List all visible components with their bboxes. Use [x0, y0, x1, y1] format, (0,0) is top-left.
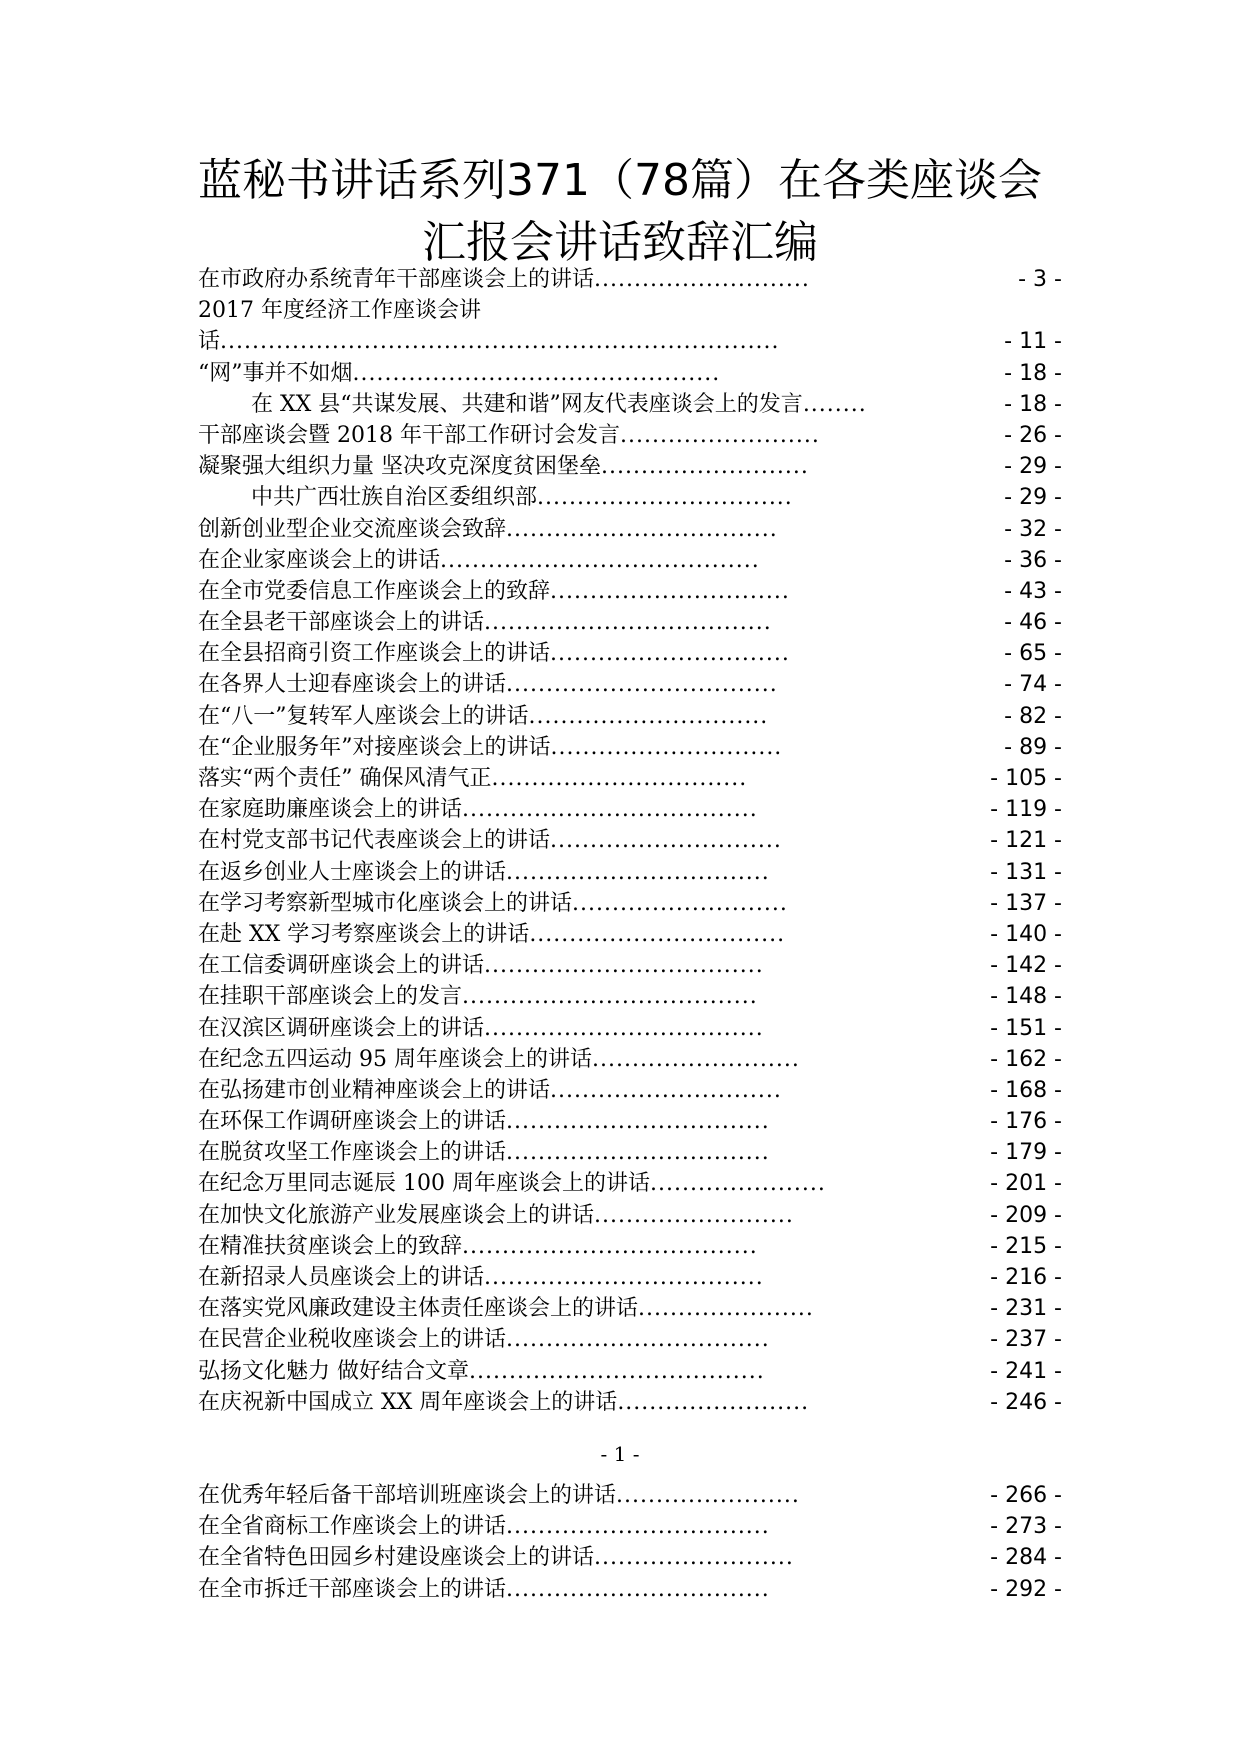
toc-entry-text: 在学习考察新型城市化座谈会上的讲话 [198, 890, 573, 916]
toc-entry[interactable] [198, 482, 1062, 513]
toc-entry[interactable] [198, 1231, 1062, 1262]
toc-entry-leader-dots: ................................. [506, 1140, 770, 1166]
toc-entry-leader-dots: ................................. [506, 1109, 770, 1135]
toc-entry[interactable] [198, 857, 1062, 888]
toc-entry-page-number: - 18 - [1004, 360, 1062, 386]
toc-entry-text: 在全市拆迁干部座谈会上的讲话 [198, 1576, 507, 1602]
toc-entry-text: 在环保工作调研座谈会上的讲话 [198, 1109, 507, 1135]
toc-entry-page-number: - 32 - [1004, 516, 1062, 542]
toc-entry[interactable] [198, 389, 1062, 420]
toc-entry[interactable] [198, 763, 1062, 794]
toc-entry-title [198, 1324, 770, 1355]
toc-entry-leader-dots: ............................. [550, 734, 783, 760]
page-title [0, 150, 1240, 274]
toc-entry-text: 在纪念五四运动 95 周年座谈会上的讲话 [198, 1046, 592, 1072]
toc-entry-page-number: - 246 - [990, 1389, 1062, 1415]
toc-entry-title [198, 1262, 764, 1293]
toc-entry-title [198, 1200, 794, 1231]
toc-entry-title [198, 1168, 826, 1199]
toc-entry[interactable] [198, 1324, 1062, 1355]
toc-entry-title [198, 1231, 758, 1262]
toc-entry-title [198, 576, 790, 607]
toc-entry-leader-dots: .......................... [601, 454, 809, 480]
toc-entry-title [198, 1542, 794, 1573]
toc-entry-leader-dots: ........................ [617, 1389, 810, 1415]
toc-entry-leader-dots: .................................. [506, 516, 778, 542]
toc-entry-text: 在全县老干部座谈会上的讲话 [198, 610, 485, 636]
toc-entry-page-number: - 266 - [990, 1483, 1062, 1508]
toc-entry-text: 在民营企业税收座谈会上的讲话 [198, 1327, 507, 1353]
toc-entry-leader-dots: ........................... [572, 890, 788, 916]
toc-entry-text: 在弘扬建市创业精神座谈会上的讲话 [198, 1077, 551, 1103]
toc-entry-leader-dots: .............................. [550, 578, 790, 604]
toc-entry[interactable] [198, 1480, 1062, 1511]
toc-entry-title [198, 1480, 800, 1511]
toc-entry-leader-dots: ..................................... [462, 984, 758, 1010]
toc-entry-leader-dots: ....................... [616, 1483, 800, 1508]
toc-entry-page-number: - 284 - [990, 1545, 1062, 1571]
toc-entry-page-number: - 176 - [990, 1109, 1062, 1135]
toc-entry[interactable] [198, 451, 1062, 482]
toc-entry-title [198, 1137, 770, 1168]
toc-entry-page-number: - 216 - [990, 1265, 1062, 1290]
toc-entry[interactable] [198, 358, 1062, 389]
toc-entry-page-number: - 105 - [990, 766, 1062, 791]
toc-entry-page-number: - 140 - [990, 921, 1062, 947]
toc-entry-page-number: - 119 - [990, 797, 1062, 823]
toc-entry-title [198, 420, 820, 451]
toc-entry-text: 在企业家座谈会上的讲话 [198, 547, 441, 573]
toc-entry-page-number: - 65 - [1004, 641, 1062, 667]
toc-entry-page-number: - 168 - [990, 1077, 1062, 1103]
toc-entry-page-number: - 179 - [990, 1140, 1062, 1166]
toc-entry-title [198, 825, 782, 856]
toc-entry-text: 在汉滨区调研座谈会上的讲话 [198, 1015, 485, 1041]
toc-entry-text: 在村党支部书记代表座谈会上的讲话 [198, 828, 551, 854]
toc-entry-leader-dots: ......................... [619, 422, 820, 448]
toc-entry-text: 在优秀年轻后备干部培训班座谈会上的讲话 [198, 1483, 617, 1508]
toc-entry-page-number: - 29 - [1004, 485, 1062, 511]
toc-entry[interactable] [198, 981, 1062, 1012]
toc-entry-page-number: - 231 - [990, 1296, 1062, 1322]
toc-entry-text: 在市政府办系统青年干部座谈会上的讲话 [198, 267, 595, 292]
toc-entry[interactable] [198, 919, 1062, 950]
toc-entry-text: 在赴 XX 学习考察座谈会上的讲话 [198, 921, 530, 947]
toc-entry[interactable] [198, 1075, 1062, 1106]
toc-entry-title [198, 545, 760, 576]
toc-entry[interactable] [198, 638, 1062, 669]
toc-entry-title [198, 1356, 765, 1387]
toc-entry-page-number: - 142 - [990, 953, 1062, 979]
toc-entry[interactable] [198, 514, 1062, 545]
toc-entry-leader-dots: .............................................. [352, 360, 721, 386]
toc-entry-title [198, 295, 481, 326]
toc-entry[interactable] [198, 295, 1062, 326]
toc-entry-leader-dots: ............................. [550, 828, 782, 854]
toc-entry-text: 在全省商标工作座谈会上的讲话 [198, 1514, 507, 1540]
toc-entry-title [198, 482, 793, 513]
table-of-contents-part-1 [198, 264, 1062, 1418]
toc-entry-page-number: - 209 - [990, 1202, 1062, 1228]
toc-entry-title [198, 1013, 764, 1044]
toc-entry-leader-dots: .................................... [484, 610, 772, 636]
table-of-contents-part-2 [198, 1480, 1062, 1605]
toc-entry[interactable] [198, 264, 1062, 295]
toc-entry-title [198, 358, 720, 389]
toc-entry-leader-dots: ................................ [529, 921, 786, 947]
toc-entry-title [198, 1387, 809, 1418]
toc-entry-page-number: - 273 - [990, 1514, 1062, 1540]
toc-entry-page-number: - 237 - [990, 1327, 1062, 1353]
toc-entry-text: 话 [198, 329, 221, 355]
toc-entry[interactable] [198, 1168, 1062, 1199]
toc-entry-title [198, 919, 785, 950]
toc-entry-leader-dots: ................................... [484, 953, 764, 979]
toc-entry-title [198, 669, 778, 700]
toc-entry[interactable] [198, 1262, 1062, 1293]
toc-entry[interactable] [198, 1542, 1062, 1573]
toc-entry-leader-dots: ..................................... [462, 797, 758, 823]
toc-entry-leader-dots: .............................. [528, 703, 769, 729]
toc-entry[interactable] [198, 825, 1062, 856]
toc-entry-text: 在各界人士迎春座谈会上的讲话 [198, 672, 507, 698]
toc-entry-page-number: - 151 - [990, 1015, 1062, 1041]
toc-entry-text: 在返乡创业人士座谈会上的讲话 [198, 859, 507, 885]
toc-entry-page-number: - 162 - [990, 1046, 1062, 1072]
toc-entry-title [198, 857, 770, 888]
toc-entry-title [198, 794, 758, 825]
toc-entry[interactable] [198, 576, 1062, 607]
toc-entry-page-number: - 46 - [1004, 610, 1062, 636]
toc-entry-page-number: - 26 - [1004, 422, 1062, 448]
toc-entry-title [198, 950, 764, 981]
toc-entry-text: 在纪念万里同志诞辰 100 周年座谈会上的讲话 [198, 1171, 650, 1197]
toc-entry-text: 在全省特色田园乡村建设座谈会上的讲话 [198, 1545, 595, 1571]
toc-entry-leader-dots: ...................................................................... [220, 329, 780, 355]
toc-entry-leader-dots: ................................... [484, 1265, 764, 1290]
toc-entry[interactable] [198, 420, 1062, 451]
toc-entry-text: 中共广西壮族自治区委组织部 [251, 485, 538, 511]
toc-entry[interactable] [198, 1293, 1062, 1324]
toc-entry-title [198, 1106, 770, 1137]
toc-entry[interactable] [198, 888, 1062, 919]
toc-entry-leader-dots: ......................... [594, 1545, 794, 1571]
toc-entry[interactable] [198, 732, 1062, 763]
toc-entry-page-number: - 18 - [1004, 391, 1062, 417]
toc-entry-title [198, 981, 758, 1012]
toc-entry-text: 创新创业型企业交流座谈会致辞 [198, 516, 507, 542]
toc-entry-text: 干部座谈会暨 2018 年干部工作研讨会发言 [198, 422, 620, 448]
toc-entry[interactable] [198, 669, 1062, 700]
toc-entry[interactable] [198, 1356, 1062, 1387]
toc-entry[interactable] [198, 950, 1062, 981]
toc-entry-title [198, 732, 782, 763]
toc-entry-text: 在全县招商引资工作座谈会上的讲话 [198, 641, 551, 667]
toc-entry-title [198, 389, 867, 420]
toc-entry-page-number: - 121 - [990, 828, 1062, 854]
toc-entry-page-number: - 11 - [1004, 329, 1062, 355]
toc-entry-leader-dots: ......................... [594, 1202, 794, 1228]
toc-entry[interactable] [198, 1106, 1062, 1137]
toc-entry-leader-dots: ........................... [594, 267, 810, 292]
toc-entry-text: 在全市党委信息工作座谈会上的致辞 [198, 578, 551, 604]
toc-entry[interactable] [198, 607, 1062, 638]
toc-entry-page-number: - 43 - [1004, 578, 1062, 604]
toc-entry-text: 在庆祝新中国成立 XX 周年座谈会上的讲话 [198, 1389, 618, 1415]
toc-entry[interactable] [198, 1044, 1062, 1075]
toc-entry-leader-dots: ................................... [484, 1015, 764, 1041]
toc-entry-text: 在“八一”复转军人座谈会上的讲话 [198, 703, 529, 729]
toc-entry-leader-dots: .............................. [550, 641, 790, 667]
toc-entry-leader-dots: ........................................ [440, 547, 760, 573]
toc-entry-title [198, 888, 788, 919]
toc-entry-page-number: - 215 - [990, 1233, 1062, 1259]
toc-entry-title [198, 1075, 782, 1106]
toc-entry-title [198, 451, 809, 482]
toc-entry-title [198, 701, 768, 732]
toc-entry-title [198, 1511, 770, 1542]
toc-entry-leader-dots: ...................... [638, 1296, 814, 1322]
toc-entry[interactable] [198, 1200, 1062, 1231]
toc-entry-leader-dots: ..................................... [469, 1358, 765, 1384]
toc-entry-title [198, 326, 780, 357]
toc-entry-text: 在新招录人员座谈会上的讲话 [198, 1265, 485, 1290]
toc-entry-text: 凝聚强大组织力量 坚决攻克深度贫困堡垒 [198, 454, 601, 480]
toc-entry-title [198, 638, 790, 669]
toc-entry-text: 落实“两个责任” 确保风清气正 [198, 766, 492, 791]
toc-entry-page-number: - 148 - [990, 984, 1062, 1010]
toc-entry-title [198, 1293, 814, 1324]
toc-entry-leader-dots: ............................. [550, 1077, 782, 1103]
toc-entry-title [198, 264, 810, 295]
toc-entry-title [198, 1044, 800, 1075]
toc-entry-text: 在落实党风廉政建设主体责任座谈会上的讲话 [198, 1296, 639, 1322]
toc-entry-leader-dots: ................................. [506, 1576, 770, 1602]
toc-entry-leader-dots: .................................. [506, 672, 778, 698]
toc-entry-text: 在家庭助廉座谈会上的讲话 [198, 797, 463, 823]
toc-entry-page-number: - 36 - [1004, 547, 1062, 573]
toc-entry[interactable] [198, 1137, 1062, 1168]
toc-entry-page-number: - 137 - [990, 890, 1062, 916]
toc-entry[interactable] [198, 794, 1062, 825]
toc-entry-text: “网”事并不如烟 [198, 360, 353, 386]
toc-entry-page-number: - 29 - [1004, 454, 1062, 480]
toc-entry-leader-dots: ................................ [537, 485, 793, 511]
toc-entry-text: 在工信委调研座谈会上的讲话 [198, 953, 485, 979]
toc-entry-text: 弘扬文化魅力 做好结合文章 [198, 1358, 469, 1384]
toc-entry[interactable] [198, 1511, 1062, 1542]
toc-entry-page-number: - 241 - [990, 1358, 1062, 1384]
toc-entry[interactable] [198, 326, 1062, 357]
toc-entry-leader-dots: ................................. [506, 1327, 770, 1353]
toc-entry-page-number: - 131 - [990, 859, 1062, 885]
title-line-2: 汇报会讲话致辞汇编 [422, 217, 818, 268]
toc-entry-title [198, 607, 772, 638]
toc-entry-title [198, 763, 747, 794]
title-line-1: 蓝秘书讲话系列371（78篇）在各类座谈会 [198, 155, 1042, 206]
toc-entry-page-number: - 89 - [1004, 734, 1062, 760]
toc-entry[interactable] [198, 545, 1062, 576]
toc-entry[interactable] [198, 701, 1062, 732]
page-number-footer: - 1 - [600, 1442, 640, 1466]
toc-entry-text: 在“企业服务年”对接座谈会上的讲话 [198, 734, 551, 760]
toc-entry[interactable] [198, 1013, 1062, 1044]
toc-entry-page-number: - 82 - [1004, 703, 1062, 729]
toc-entry-leader-dots: ................................. [506, 1514, 770, 1540]
toc-entry-page-number: - 74 - [1004, 672, 1062, 698]
toc-entry-leader-dots: ...................... [649, 1171, 826, 1197]
toc-entry-leader-dots: ................................. [506, 859, 770, 885]
toc-entry-text: 在精准扶贫座谈会上的致辞 [198, 1233, 463, 1259]
toc-entry-leader-dots: ................................ [491, 766, 748, 791]
toc-entry[interactable] [198, 1574, 1062, 1605]
toc-entry[interactable] [198, 1387, 1062, 1418]
toc-entry-text: 在脱贫攻坚工作座谈会上的讲话 [198, 1140, 507, 1166]
toc-entry-page-number: - 201 - [990, 1171, 1062, 1197]
toc-entry-text: 在挂职干部座谈会上的发言 [198, 984, 463, 1010]
toc-entry-title [198, 1574, 770, 1605]
toc-entry-title [198, 514, 778, 545]
toc-entry-leader-dots: .......................... [591, 1046, 800, 1072]
toc-entry-text: 在加快文化旅游产业发展座谈会上的讲话 [198, 1202, 595, 1228]
toc-entry-leader-dots: ........ [802, 391, 867, 417]
toc-entry-text: 2017 年度经济工作座谈会讲 [198, 298, 481, 324]
toc-entry-leader-dots: ..................................... [462, 1233, 758, 1259]
toc-entry-page-number: - 292 - [990, 1576, 1062, 1602]
toc-entry-page-number: - 3 - [1018, 267, 1062, 292]
toc-entry-text: 在 XX 县“共谋发展、共建和谐”网友代表座谈会上的发言 [251, 391, 803, 417]
